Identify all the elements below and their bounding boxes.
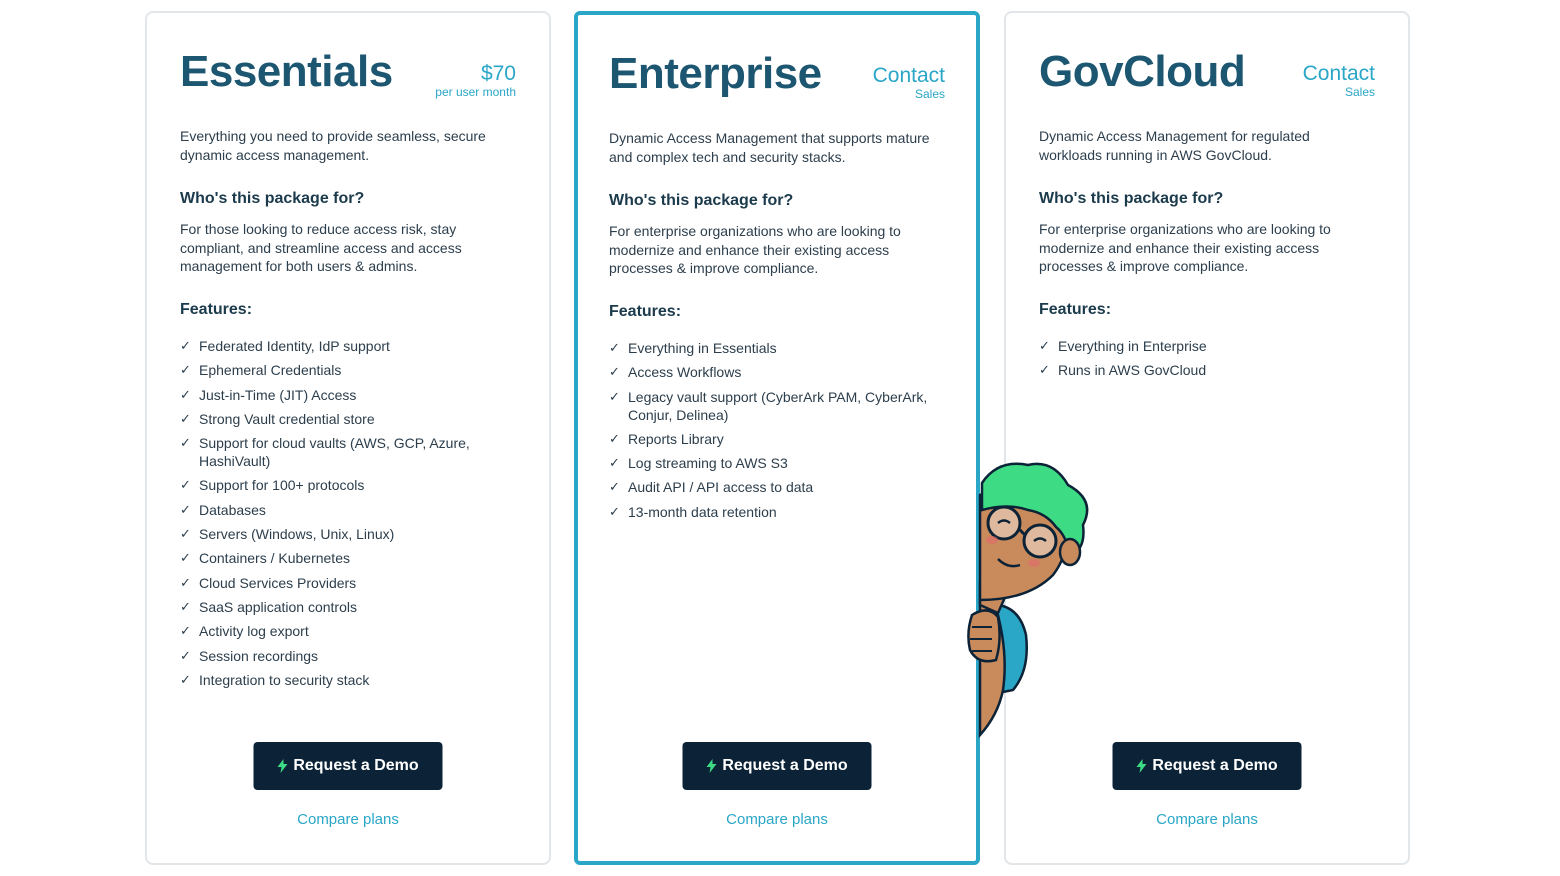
check-icon: ✓	[180, 526, 191, 542]
feature-item	[180, 549, 516, 567]
lightning-bolt-icon	[1136, 759, 1146, 773]
check-icon: ✓	[180, 362, 191, 378]
who-text: For enterprise organizations who are looking to modernize and enhance their existing access processes & improve compliance.	[1039, 221, 1331, 274]
check-icon: ✓	[180, 623, 191, 639]
price-main: $70	[480, 62, 516, 85]
request-demo-label: Request a Demo	[1152, 757, 1278, 774]
price-sub: per user month	[435, 85, 516, 99]
features-list	[180, 337, 516, 695]
feature-label: Servers (Windows, Unix, Linux)	[199, 526, 395, 543]
feature-label: Activity log export	[199, 623, 309, 640]
request-demo-label: Request a Demo	[293, 757, 419, 774]
plan-title: Essentials	[180, 47, 393, 96]
features-heading: Features:	[1039, 301, 1112, 318]
features-list	[1039, 337, 1375, 386]
feature-item	[180, 410, 516, 428]
feature-item	[609, 388, 945, 424]
feature-label: Just-in-Time (JIT) Access	[199, 386, 357, 403]
check-icon: ✓	[609, 430, 620, 446]
features-heading: Features:	[609, 303, 682, 320]
check-icon: ✓	[609, 388, 620, 404]
check-icon: ✓	[180, 647, 191, 663]
check-icon: ✓	[609, 364, 620, 380]
feature-label: Audit API / API access to data	[628, 479, 814, 496]
feature-label: Strong Vault credential store	[199, 410, 375, 427]
plan-card-enterprise	[574, 11, 980, 865]
check-icon: ✓	[180, 338, 191, 353]
feature-label: SaaS application controls	[199, 598, 357, 615]
feature-label: Federated Identity, IdP support	[199, 338, 390, 354]
check-icon: ✓	[609, 503, 620, 519]
who-text: For those looking to reduce access risk, stay compliant, and streamline access and access management for both users & admins.	[180, 221, 462, 274]
feature-item	[609, 478, 945, 496]
feature-item	[609, 363, 945, 381]
check-icon: ✓	[180, 477, 191, 493]
feature-item	[180, 574, 516, 592]
lightning-bolt-icon	[706, 759, 716, 773]
plan-description: Everything you need to provide seamless, secure dynamic access management.	[180, 128, 486, 163]
feature-item	[180, 622, 516, 640]
request-demo-button[interactable]	[254, 742, 443, 790]
feature-item	[180, 647, 516, 665]
feature-item	[180, 525, 516, 543]
request-demo-label: Request a Demo	[722, 757, 848, 774]
feature-label: Ephemeral Credentials	[199, 362, 342, 379]
who-heading: Who's this package for?	[180, 190, 365, 207]
feature-label: Support for 100+ protocols	[199, 477, 365, 494]
feature-label: Access Workflows	[628, 364, 742, 381]
feature-item	[180, 476, 516, 494]
check-icon: ✓	[609, 340, 620, 355]
feature-label: Containers / Kubernetes	[199, 550, 350, 567]
feature-item	[180, 598, 516, 616]
price-sub: Sales	[914, 87, 945, 101]
feature-label: Session recordings	[199, 647, 319, 664]
feature-label: Everything in Essentials	[628, 340, 777, 356]
plan-title: Enterprise	[609, 49, 822, 98]
feature-item	[180, 671, 516, 689]
feature-item	[180, 501, 516, 519]
check-icon: ✓	[1039, 362, 1050, 378]
lightning-bolt-icon	[277, 759, 287, 773]
price-sub: Sales	[1344, 85, 1375, 99]
check-icon: ✓	[609, 455, 620, 471]
plan-description: Dynamic Access Management for regulated workloads running in AWS GovCloud.	[1039, 128, 1310, 163]
feature-label: Reports Library	[628, 430, 724, 447]
feature-label: Integration to security stack	[199, 671, 370, 688]
check-icon: ✓	[180, 435, 191, 451]
price-main: Contact	[1302, 62, 1375, 85]
feature-label: Runs in AWS GovCloud	[1058, 362, 1207, 379]
check-icon: ✓	[180, 501, 191, 517]
feature-item	[1039, 337, 1375, 355]
check-icon: ✓	[1039, 338, 1050, 353]
feature-item	[609, 454, 945, 472]
feature-item	[609, 503, 945, 521]
check-icon: ✓	[609, 479, 620, 495]
plan-card-essentials	[145, 11, 551, 865]
feature-item	[609, 339, 945, 357]
check-icon: ✓	[180, 574, 191, 590]
plan-price	[435, 63, 516, 99]
plan-title: GovCloud	[1039, 47, 1246, 96]
feature-item	[609, 430, 945, 448]
check-icon: ✓	[180, 550, 191, 566]
who-heading: Who's this package for?	[1039, 190, 1224, 207]
check-icon: ✓	[180, 386, 191, 402]
feature-item	[180, 337, 516, 355]
request-demo-button[interactable]	[1113, 742, 1302, 790]
compare-plans-link[interactable]: Compare plans	[297, 811, 399, 828]
feature-item	[1039, 361, 1375, 379]
feature-label: Everything in Enterprise	[1058, 338, 1207, 354]
compare-plans-link[interactable]: Compare plans	[726, 811, 828, 828]
plan-price[interactable]	[873, 65, 945, 101]
feature-label: 13-month data retention	[628, 503, 777, 520]
check-icon: ✓	[180, 671, 191, 687]
feature-item	[180, 434, 516, 470]
mascot-character-illustration	[958, 455, 1098, 745]
feature-label: Databases	[199, 501, 266, 518]
feature-label: Legacy vault support (CyberArk PAM, CyberArk, Conjur, Delinea)	[628, 388, 928, 423]
feature-label: Cloud Services Providers	[199, 574, 357, 591]
features-list	[609, 339, 945, 527]
feature-label: Log streaming to AWS S3	[628, 455, 788, 472]
who-heading: Who's this package for?	[609, 192, 794, 209]
plan-description: Dynamic Access Management that supports mature and complex tech and security stacks.	[609, 130, 930, 165]
compare-plans-link[interactable]: Compare plans	[1156, 811, 1258, 828]
request-demo-button[interactable]	[683, 742, 872, 790]
who-text: For enterprise organizations who are looking to modernize and enhance their existing access processes & improve compliance.	[609, 223, 901, 276]
feature-item	[180, 361, 516, 379]
features-heading: Features:	[180, 301, 253, 318]
check-icon: ✓	[180, 410, 191, 426]
feature-item	[180, 386, 516, 404]
plan-price[interactable]	[1303, 63, 1375, 99]
price-main: Contact	[872, 64, 945, 87]
check-icon: ✓	[180, 598, 191, 614]
feature-label: Support for cloud vaults (AWS, GCP, Azure, HashiVault)	[199, 435, 470, 470]
